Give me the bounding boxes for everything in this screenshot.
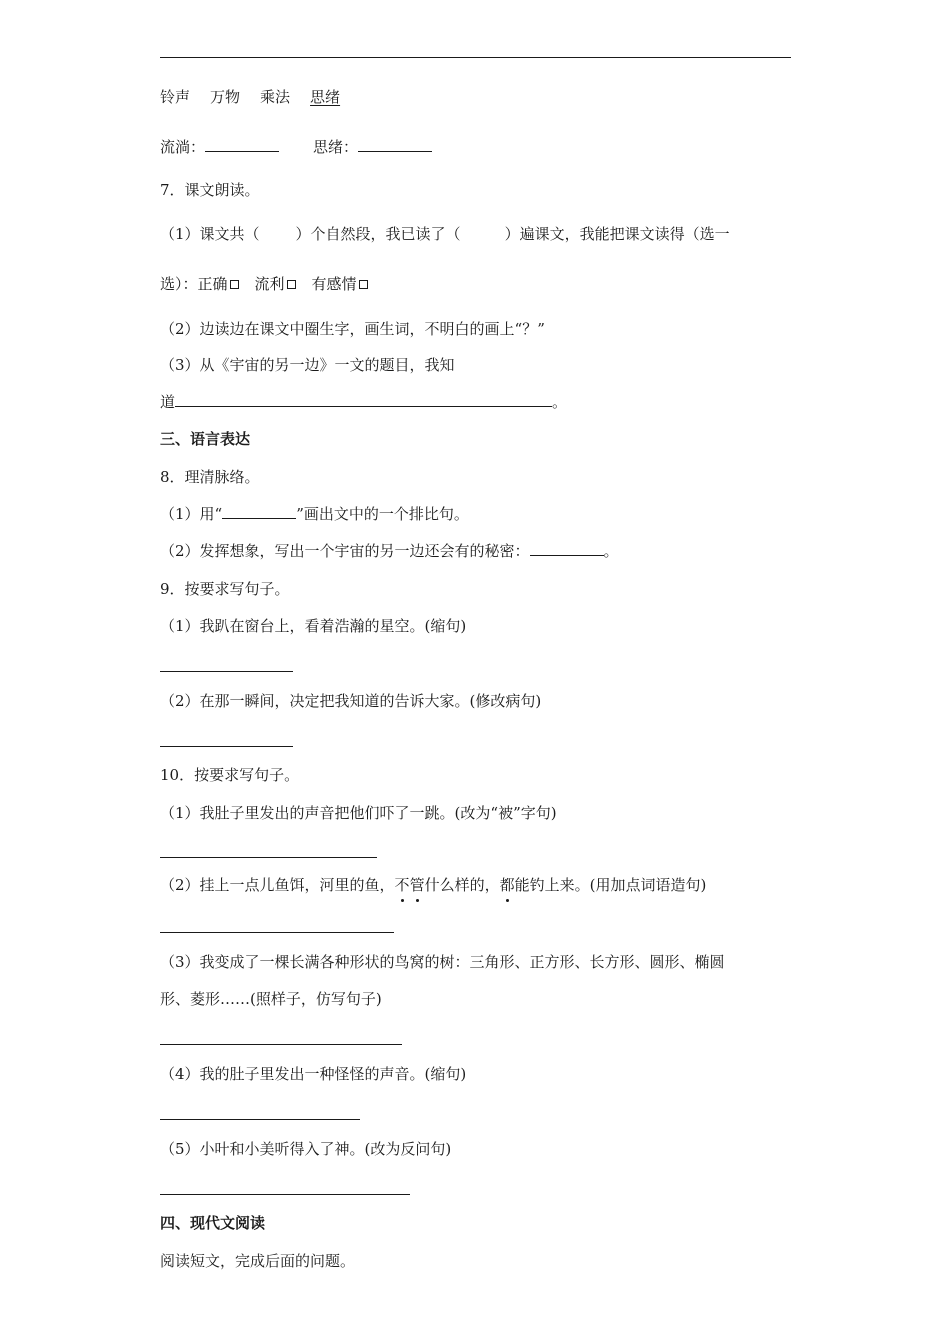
word-sixu-underlined: 思绪	[310, 88, 341, 106]
q7-part1-line2: 选）：正确 流利 有感情	[160, 274, 368, 294]
q7-title: 7．课文朗读。	[160, 181, 260, 199]
q9-title: 9．按要求写句子。	[160, 580, 290, 598]
fill-blank-sixu[interactable]	[358, 137, 432, 152]
answer-line[interactable]	[160, 1194, 410, 1195]
fill-blank-liutang[interactable]	[205, 137, 279, 152]
q7-part3-line1: （3）从《宇宙的另一边》一文的题目，我知	[160, 356, 455, 374]
q7-part1-line1: （1）课文共（ ）个自然段，我已读了（ ）遍课文，我能把课文读得（选一	[160, 225, 730, 243]
answer-line[interactable]	[160, 932, 394, 933]
answer-line[interactable]	[160, 857, 377, 858]
q10-part4: （4）我的肚子里发出一种怪怪的声音。(缩句)	[160, 1065, 467, 1083]
q10-part5: （5）小叶和小美听得入了神。(改为反问句)	[160, 1140, 452, 1158]
q10-title: 10．按要求写句子。	[160, 766, 300, 784]
q10-part3-line1: （3）我变成了一棵长满各种形状的鸟窝的树：三角形、正方形、长方形、圆形、椭圆	[160, 953, 725, 971]
q10-part1: （1）我肚子里发出的声音把他们吓了一跳。(改为“被”字句)	[160, 804, 557, 822]
fill-row	[160, 137, 432, 157]
answer-line[interactable]	[160, 1119, 360, 1120]
checkbox-emotional[interactable]	[359, 280, 368, 289]
top-rule	[160, 57, 791, 58]
fill-label-liutang: 流淌：	[160, 138, 206, 156]
q9-part2: （2）在那一瞬间，决定把我知道的告诉大家。(修改病句)	[160, 692, 542, 710]
word-lingsheng: 铃声	[160, 88, 191, 106]
q8-blank-secret[interactable]	[530, 541, 604, 556]
q10-part2: （2）挂上一点儿鱼饵，河里的鱼，不管什么样的，都能钓上来。(用加点词语造句)	[160, 876, 707, 894]
q8-part2: （2）发挥想象，写出一个宇宙的另一边还会有的秘密： 。	[160, 542, 619, 560]
word-wanwu: 万物	[210, 88, 241, 106]
answer-line[interactable]	[160, 671, 293, 672]
checkbox-fluent[interactable]	[287, 280, 296, 289]
word-chengfa: 乘法	[260, 88, 291, 106]
q7-blank-know[interactable]	[175, 392, 552, 407]
fill-label-sixu: 思绪：	[313, 138, 359, 156]
checkbox-correct[interactable]	[230, 280, 239, 289]
q9-part1: （1）我趴在窗台上，看着浩瀚的星空。(缩句)	[160, 617, 467, 635]
q8-blank-mark[interactable]	[222, 504, 296, 519]
dotted-char-dou: 都	[499, 876, 515, 894]
section4-title: 四、现代文阅读	[160, 1214, 266, 1232]
q10-part3-line2: 形、菱形……(照样子，仿写句子)	[160, 990, 382, 1008]
dotted-char-bu: 不	[394, 876, 410, 894]
section3-title: 三、语言表达	[160, 430, 251, 448]
answer-line[interactable]	[160, 1044, 402, 1045]
word-list	[160, 87, 340, 107]
reading-intro: 阅读短文，完成后面的问题。	[160, 1252, 356, 1270]
q7-part3-line2: 道 。	[160, 393, 568, 411]
dotted-char-guan: 管	[409, 876, 425, 894]
q8-title: 8．理清脉络。	[160, 468, 260, 486]
q8-part1: （1）用“ ”画出文中的一个排比句。	[160, 505, 469, 523]
answer-line[interactable]	[160, 746, 293, 747]
q7-part2: （2）边读边在课文中圈生字，画生词，不明白的画上“？”	[160, 320, 545, 338]
